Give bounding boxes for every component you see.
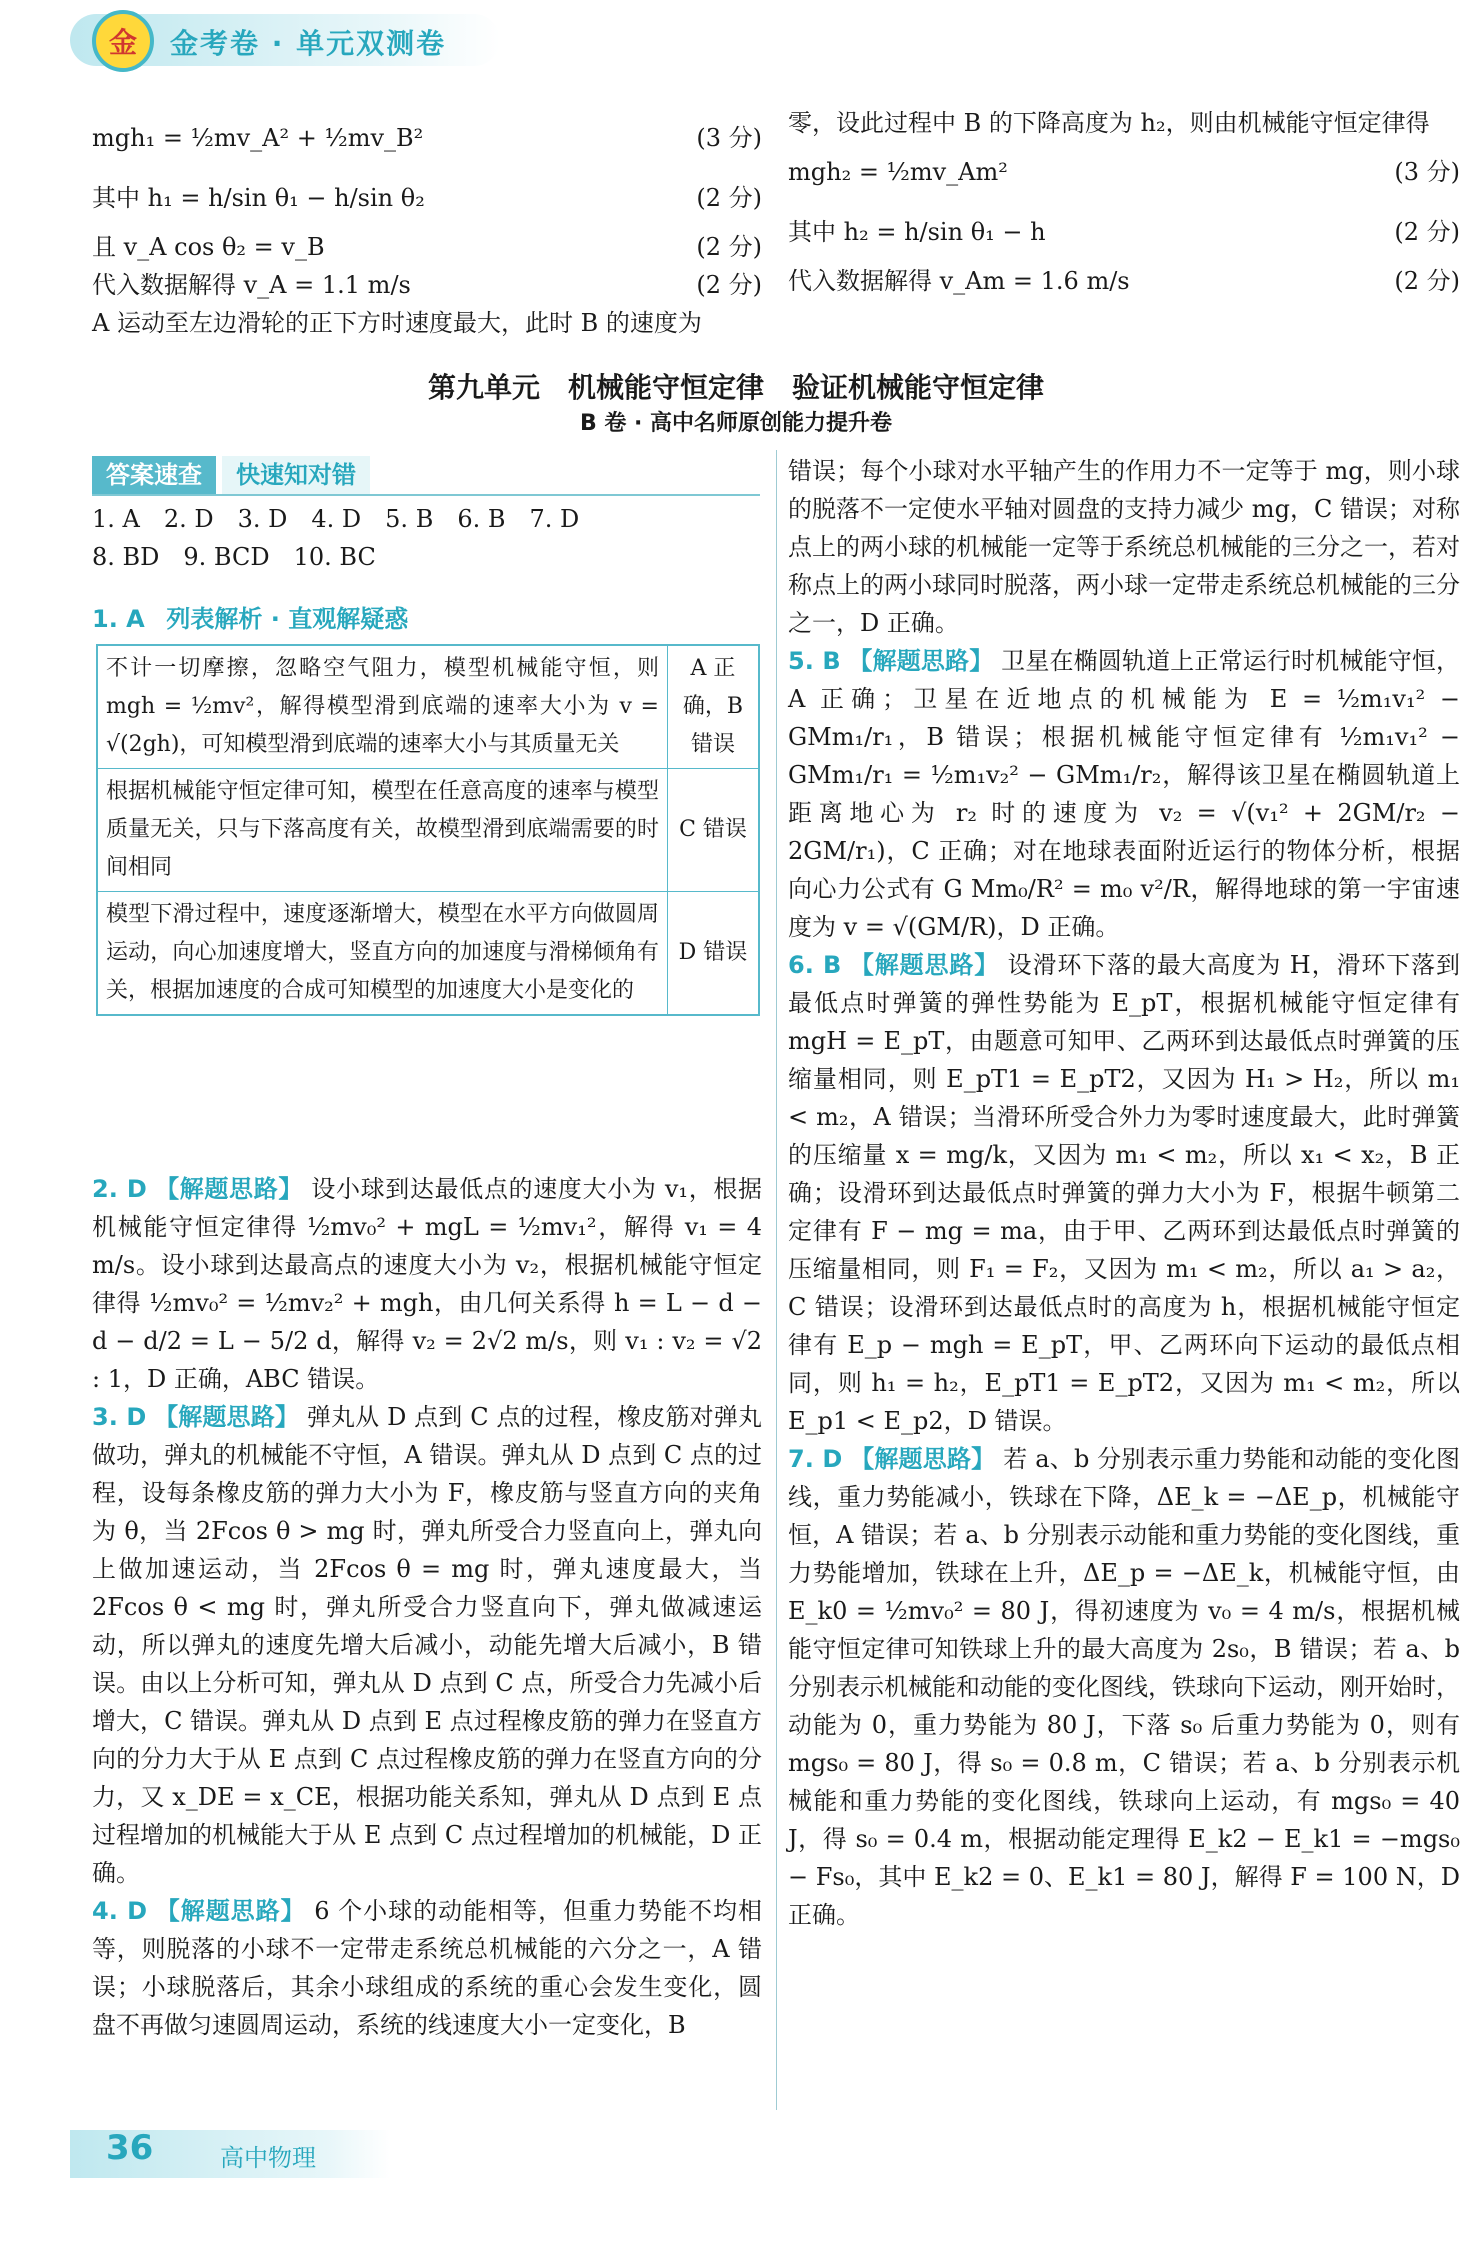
top-right-solution [788,104,1460,300]
score: (2 分) [696,233,762,261]
page-header [0,0,1472,80]
question-tag: 【解题思路】 [154,1403,300,1431]
q4-solution [92,1892,762,2044]
question-tag: 【解题思路】 [155,1897,306,1925]
equation-row [788,262,1460,300]
equation: 其中 h₂ = h/sin θ₁ − h [788,218,1046,246]
question-number: 7. D [788,1445,843,1473]
answer-row: 1. A 2. D 3. D 4. D 5. B 6. B 7. D [92,505,580,533]
question-tag: 列表解析 · 直观解疑惑 [166,605,409,633]
score: (2 分) [696,184,762,212]
q1-analysis-table [96,644,760,1016]
unit-title: 第九单元 机械能守恒定律 验证机械能守恒定律 [427,371,1044,404]
solution-text: 设滑环下落的最大高度为 H，滑环下落到最低点时弹簧的弹性势能为 E_pT，根据机械能守恒定律有 mgH = E_pT，由题意可知甲、乙两环到达最低点时弹簧的压缩量相同，则 E_pT1 = E_pT2，又因为 H₁ > H₂，所以 m₁ < m₂，A 错误；当滑环所受合外力为零时速度最大，此时弹簧的压缩量 x = mg/k，又因为 m₁ < m₂，所以 x₁ < x₂，B 正确；设滑环到达最低点时弹簧的弹力大小为 F，根据牛顿第二定律有 F − mg = ma，由于甲、乙两环到达最低点时弹簧的压缩量相同，则 F₁ = F₂，又因为 m₁ < m₂，所以 a₁ > a₂，C 错误；设滑环到达最低点时的高度为 h，根据机械能守恒定律有 E_p − mgh = E_pT，甲、乙两环向下运动的最低点相同，则 h₁ = h₂，E_pT1 = E_pT2，又因为 m₁ < m₂，所以 E_p1 < E_p2，D 错误。 [788,951,1460,1435]
score: (2 分) [1394,267,1460,295]
score: (3 分) [1394,158,1460,186]
question-number: 1. A [92,605,145,633]
equation-row [92,266,762,304]
q4-solution-continued: 错误；每个小球对水平轴产生的作用力不一定等于 mg，则小球的脱落不一定使水平轴对圆盘的支持力减少 mg，C 错误；对称点上的两小球的机械能一定等于系统总机械能的三分之一，若对称点上的两小球同时脱落，两小球一定带走系统总机械能的三分之一，D 正确。 [788,457,1460,637]
question-number: 3. D [92,1403,147,1431]
q5-solution [788,642,1460,946]
solution-text: 6 个小球的动能相等，但重力势能不均相等，则脱落的小球不一定带走系统总机械能的六分之一，A 错误；小球脱落后，其余小球组成的系统的重心会发生变化，圆盘不再做匀速圆周运动，系统的线速度大小一定变化，B [92,1897,762,2039]
q6-solution [788,946,1460,1440]
equation-row [788,202,1460,262]
q1-head [92,600,762,638]
page-number: 36 [106,2128,154,2168]
table-row [98,769,758,892]
solution-text: 弹丸从 D 点到 C 点的过程，橡皮筋对弹丸做功，弹丸的机械能不守恒，A 错误。弹丸从 D 点到 C 点的过程，设每条橡皮筋的弹力大小为 F，橡皮筋与竖直方向的夹角为 θ，当 2Fcos θ > mg 时，弹丸所受合力竖直向上，弹丸向上做加速运动，当 2Fcos θ = mg 时，弹丸速度最大，当 2Fcos θ < mg 时，弹丸所受合力竖直向下，弹丸做减速运动，所以弹丸的速度先增大后减小，动能先增大后减小，B 错误。由以上分析可知，弹丸从 D 点到 C 点，所受合力先减小后增大，C 错误。弹丸从 D 点到 E 点过程橡皮筋的弹力在竖直方向的分力大于从 E 点到 C 点过程橡皮筋的弹力在竖直方向的分力，又 x_DE = x_CE，根据功能关系知，弹丸从 D 点到 E 点过程增加的机械能大于从 E 点到 C 点过程增加的机械能，D 正确。 [92,1403,763,1887]
question-number: 2. D [92,1175,147,1203]
q3-solution [92,1398,762,1892]
solution-text: 若 a、b 分别表示重力势能和动能的变化图线，重力势能减小，铁球在下降，ΔE_k = −ΔE_p，机械能守恒，A 错误；若 a、b 分别表示动能和重力势能的变化图线，重力势能增加，铁球在上升，ΔE_p = −ΔE_k，机械能守恒，由 E_k0 = ½mv₀² = 80 J，得初速度为 v₀ = 4 m/s，根据机械能守恒定律可知铁球上升的最大高度为 2s₀，B 错误；若 a、b 分别表示机械能和动能的变化图线，铁球向下运动，刚开始时，动能为 0，重力势能为 80 J，下落 s₀ 后重力势能为 0，则有 mgs₀ = 80 J，得 s₀ = 0.8 m，C 错误；若 a、b 分别表示机械能和重力势能的变化图线，铁球向上运动，有 mgs₀ = 40 J，得 s₀ = 0.4 m，根据动能定理得 E_k2 − E_k1 = −mgs₀ − Fs₀，其中 E_k2 = 0、E_k1 = 80 J，解得 F = 100 N，D 正确。 [788,1445,1460,1929]
question-number: 4. D [92,1897,148,1925]
table-result: A 正确，B 错误 [682,656,744,757]
left-column-solutions [92,1170,762,2044]
unit-subtitle: B 卷 · 高中名师原创能力提升卷 [579,411,893,436]
equation-row [92,108,762,168]
question-tag: 【解题思路】 [850,1445,996,1473]
equation: 其中 h₁ = h/sin θ₁ − h/sin θ₂ [92,184,425,212]
footer-subject: 高中物理 [220,2144,316,2172]
unit-title-block [0,368,1472,440]
answer-row: 8. BD 9. BCD 10. BC [92,543,376,571]
header-title: 金考卷 · 单元双测卷 [170,27,447,60]
equation: 代入数据解得 v_Am = 1.6 m/s [788,267,1130,295]
right-column-solutions [788,452,1460,1934]
solution-text: 设小球到达最低点的速度大小为 v₁，根据机械能守恒定律得 ½mv₀² + mgL = ½mv₁²，解得 v₁ = 4 m/s。设小球到达最高点的速度大小为 v₂，根据机械能守恒定律得 ½mv₀² = ½mv₂² + mgh，由几何关系得 h = L − d − d − d/2 = L − 5/2 d，解得 v₂ = 2√2 m/s，则 v₁ : v₂ = √2 : 1，D 正确，ABC 错误。 [92,1175,763,1393]
solution-text: 卫星在椭圆轨道上正常运行时机械能守恒，A 正确；卫星在近地点的机械能为 E = ½m₁v₁² − GMm₁/r₁，B 错误；根据机械能守恒定律有 ½m₁v₁² − GMm₁/r₁ = ½m₁v₂² − GMm₁/r₂，解得该卫星在椭圆轨道上距离地心为 r₂ 时的速度为 v₂ = √(v₁² + 2GM/r₂ − 2GM/r₁)，C 正确；对在地球表面附近运行的物体分析，根据向心力公式有 G Mm₀/R² = m₀ v²/R，解得地球的第一宇宙速度为 v = √(GM/R)，D 正确。 [788,647,1461,941]
question-number: 5. B [788,647,841,675]
equation-row [92,168,762,228]
table-row [98,646,758,769]
answer-key-tag: 答案速查 [92,456,216,494]
top-left-solution [92,108,762,342]
table-cell: 模型下滑过程中，速度逐渐增大，模型在水平方向做圆周运动，向心加速度增大，竖直方向的加速度与滑梯倾角有关，根据加速度的合成可知模型的加速度大小是变化的 [98,892,668,1014]
q2-solution [92,1170,762,1398]
score: (3 分) [696,124,762,152]
answer-key-subtag: 快速知对错 [222,456,370,494]
question-tag: 【解题思路】 [849,951,1000,979]
equation: 代入数据解得 v_A = 1.1 m/s [92,271,411,299]
question-tag: 【解题思路】 [155,1175,304,1203]
table-cell: 根据机械能守恒定律可知，模型在任意高度的速率与模型质量无关，只与下落高度有关，故模型滑到底端需要的时间相同 [98,769,668,891]
table-result: D 错误 [678,940,748,965]
equation: mgh₁ = ½mv_A² + ½mv_B² [92,124,424,152]
column-divider [776,450,777,2110]
equation: mgh₂ = ½mv_Am² [788,158,1008,186]
answer-key-header [92,456,760,496]
score: (2 分) [1394,218,1460,246]
answer-key [92,500,762,576]
table-cell: 不计一切摩擦，忽略空气阻力，模型机械能守恒，则mgh = ½mv²，解得模型滑到底端的速率大小为 v = √(2gh)，可知模型滑到底端的速率大小与其质量无关 [98,646,668,768]
table-row [98,892,758,1014]
equation-row [788,142,1460,202]
equation-row [92,228,762,266]
logo-icon: 金 [92,10,154,72]
text-line: A 运动至左边滑轮的正下方时速度最大，此时 B 的速度为 [92,309,702,337]
question-number: 6. B [788,951,842,979]
question-tag: 【解题思路】 [848,647,994,675]
q7-solution [788,1440,1460,1934]
equation: 且 v_A cos θ₂ = v_B [92,233,325,261]
score: (2 分) [696,271,762,299]
table-result: C 错误 [679,817,747,842]
text-line: 零，设此过程中 B 的下降高度为 h₂，则由机械能守恒定律得 [788,109,1430,137]
